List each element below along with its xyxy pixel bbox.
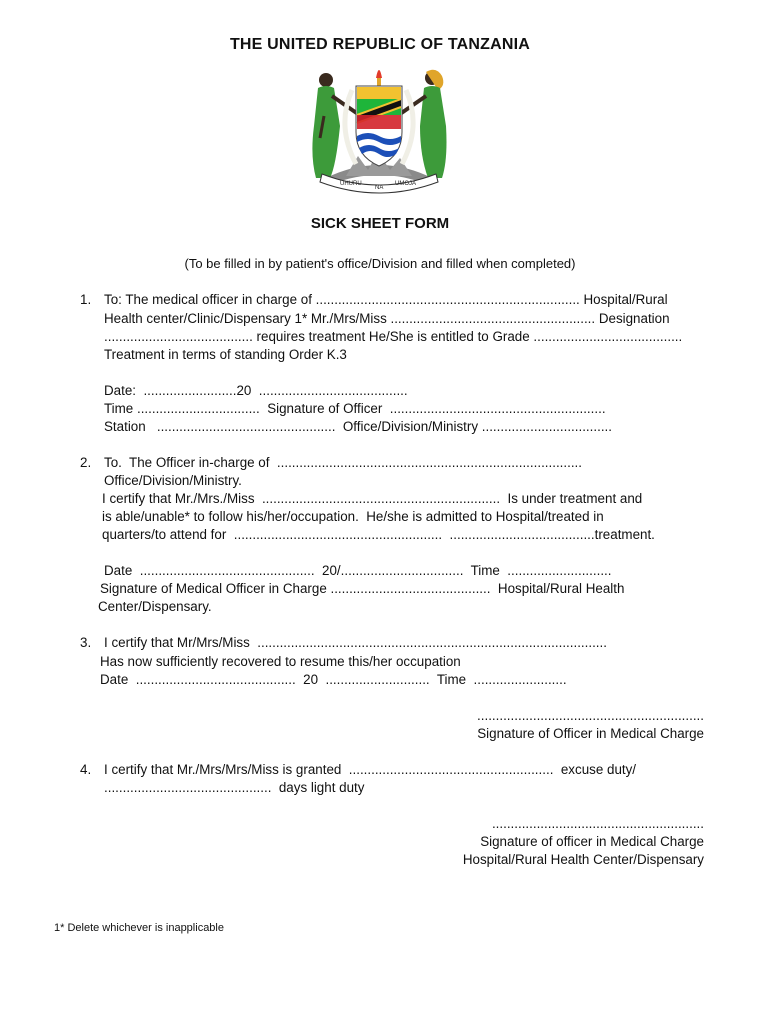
section-1-line-2: Health center/Clinic/Dispensary 1* Mr./Mrs/Miss ....................................................... Designation [104,311,670,326]
section-4-line-1: I certify that Mr./Mrs/Mrs/Miss is granted ....................................................... excuse duty/ [104,762,637,777]
emblem-ribbon-text-2: NA [375,185,384,191]
section-3-line-1: I certify that Mr/Mrs/Miss .............................................................................................. [104,635,607,650]
section-2-line-5: quarters/to attend for ........................................................ .......................................treatment. [102,527,655,542]
coat-of-arms-emblem [296,56,462,194]
section-1-line-4: Treatment in terms of standing Order K.3 [104,347,347,362]
section-3-line-2: Has now sufficiently recovered to resume this/her occupation [100,654,461,669]
section-1-number: 1. [80,292,92,307]
section-3-date-time-line: Date ........................................... 20 ............................ Time ......................... [100,672,567,687]
emblem-ribbon-text-1: UHURU [340,181,362,187]
section-2-line-2: Office/Division/Ministry. [104,473,242,488]
document-header-title: THE UNITED REPUBLIC OF TANZANIA [229,36,531,53]
section-3-number: 3. [80,635,92,650]
section-3-signature-dots: ............................................................. [477,708,704,723]
section-2-line-4: is able/unable* to follow his/her/occupation. He/she is admitted to Hospital/treated in [102,509,604,524]
section-2-signature-line: Signature of Medical Officer in Charge ........................................... Hospital/Rural Health [100,581,625,596]
section-4-signature-dots: ......................................................... [491,816,704,831]
form-subtitle: (To be filled in by patient's office/Division and filled when completed) [184,256,576,271]
section-1-line-1: To: The medical officer in charge of ....................................................................... Hospital/Rural [104,292,668,307]
section-1-station-line: Station ................................................ Office/Division/Ministry ................................... [104,419,612,434]
emblem-ribbon-text-3: UMOJA [395,181,416,187]
section-1-line-3: ........................................ requires treatment He/She is entitled to Grade ........................................ [104,329,683,344]
section-2-line-1: To. The Officer in-charge of .................................................................................. [104,455,582,470]
section-3-signature-label: Signature of Officer in Medical Charge [477,726,704,741]
section-2-number: 2. [80,455,92,470]
section-2-date-time-line: Date ............................................... 20/................................. Time ............................ [104,563,612,578]
section-2-line-8: Center/Dispensary. [98,599,212,614]
section-4-facility-label: Hospital/Rural Health Center/Dispensary [462,852,704,867]
footnote: 1* Delete whichever is inapplicable [54,922,224,934]
section-2-line-3: I certify that Mr./Mrs./Miss ................................................................ Is under treatment and [102,491,643,506]
section-1-date-line: Date: .........................20 ........................................ [104,383,408,398]
section-4-line-2: ............................................. days light duty [104,780,365,795]
form-title: SICK SHEET FORM [310,215,450,232]
section-1-time-signature-line: Time ................................. Signature of Officer .......................................................... [104,401,606,416]
section-4-signature-label: Signature of officer in Medical Charge [480,834,704,849]
section-4-number: 4. [80,762,92,777]
